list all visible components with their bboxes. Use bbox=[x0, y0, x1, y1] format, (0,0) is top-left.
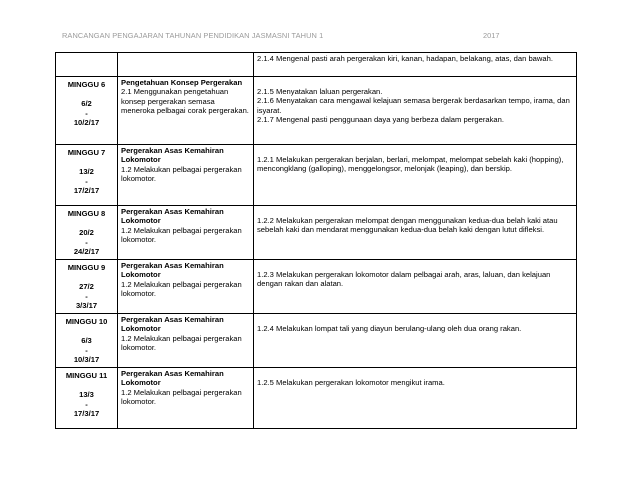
table-row bbox=[56, 206, 577, 260]
week-label: MINGGU 8 bbox=[67, 209, 106, 218]
learning-standard: 1.2.1 Melakukan pergerakan berjalan, berlari, melompat, melompat sebelah kaki (hopping), mencongklang (galloping), menggelongsor, melonjak (leaping), dan berskip. bbox=[257, 155, 564, 174]
learning-standard: 1.2.3 Melakukan pergerakan lokomotor dalam pelbagai arah, aras, laluan, dan kelajuan dengan rakan dan alatan. bbox=[257, 270, 551, 289]
table-row bbox=[56, 53, 577, 77]
learning-standard: 1.2.2 Melakukan pergerakan melompat dengan menggunakan kedua-dua belah kaki atau sebelah kaki dan mendarat menggunakan kedua-dua belah kaki dengan lutut difleksi. bbox=[257, 216, 558, 235]
learning-standard: 1.2.4 Melakukan lompat tali yang diayun berulang-ulang oleh dua orang rakan. bbox=[257, 324, 522, 333]
topic-skill: 1.2 Melakukan pelbagai pergerakan lokomotor. bbox=[121, 164, 242, 183]
topic-title: Pergerakan Asas Kemahiran Lokomotor bbox=[121, 146, 224, 165]
week-cell bbox=[56, 77, 118, 145]
date-end: 17/2/17 bbox=[73, 185, 100, 195]
topic-skill: 1.2 Melakukan pelbagai pergerakan lokomotor. bbox=[121, 333, 242, 352]
topic-cell bbox=[118, 53, 254, 77]
document-title: RANCANGAN PENGAJARAN TAHUNAN PENDIDIKAN JASMASNI TAHUN 1 bbox=[62, 31, 324, 40]
date-start: 6/3 bbox=[81, 336, 92, 346]
topic-skill: 1.2 Melakukan pelbagai pergerakan lokomotor. bbox=[121, 225, 242, 244]
standard-cell bbox=[254, 206, 577, 260]
date-end: 3/3/17 bbox=[75, 300, 98, 310]
standard-cell bbox=[254, 77, 577, 145]
week-cell bbox=[56, 368, 118, 429]
learning-standard: 1.2.5 Melakukan pergerakan lokomotor mengikut irama. bbox=[257, 378, 445, 387]
topic-skill: 2.1 Menggunakan pengetahuan konsep pergerakan semasa meneroka pelbagai corak pergerakan. bbox=[121, 87, 249, 115]
table-row bbox=[56, 145, 577, 206]
week-label: MINGGU 10 bbox=[65, 317, 108, 326]
table-row bbox=[56, 368, 577, 429]
topic-skill: 1.2 Melakukan pelbagai pergerakan lokomotor. bbox=[121, 387, 242, 406]
topic-cell bbox=[118, 368, 254, 429]
learning-standard: 2.1.7 Mengenal pasti penggunaan daya yang berbeza dalam pergerakan. bbox=[257, 114, 504, 124]
week-label: MINGGU 7 bbox=[67, 148, 106, 157]
topic-title: Pergerakan Asas Kemahiran Lokomotor bbox=[121, 369, 224, 388]
date-end: 10/3/17 bbox=[73, 354, 100, 364]
learning-standard: 2.1.4 Mengenal pasti arah pergerakan kiri, kanan, hadapan, belakang, atas, dan bawah. bbox=[257, 54, 553, 63]
date-separator: - bbox=[85, 399, 88, 409]
topic-title: Pengetahuan Konsep Pergerakan bbox=[121, 78, 243, 87]
week-label: MINGGU 11 bbox=[65, 371, 108, 380]
date-separator: - bbox=[85, 291, 88, 301]
standard-cell bbox=[254, 314, 577, 368]
topic-cell bbox=[118, 77, 254, 145]
topic-title: Pergerakan Asas Kemahiran Lokomotor bbox=[121, 261, 224, 280]
learning-standard: 2.1.6 Menyatakan cara mengawal kelajuan semasa bergerak berdasarkan tempo, irama, dan isyarat. bbox=[257, 96, 570, 115]
date-separator: - bbox=[85, 108, 88, 118]
table-row bbox=[56, 260, 577, 314]
date-separator: - bbox=[85, 345, 88, 355]
table-row bbox=[56, 77, 577, 145]
date-start: 6/2 bbox=[81, 99, 92, 109]
table-row bbox=[56, 314, 577, 368]
date-start: 13/3 bbox=[79, 390, 94, 400]
topic-cell bbox=[118, 206, 254, 260]
topic-cell bbox=[118, 314, 254, 368]
date-start: 20/2 bbox=[79, 228, 94, 238]
date-separator: - bbox=[85, 176, 88, 186]
lesson-plan-table bbox=[55, 52, 577, 429]
week-label: MINGGU 6 bbox=[67, 80, 106, 89]
date-end: 17/3/17 bbox=[73, 408, 100, 418]
week-cell bbox=[56, 145, 118, 206]
learning-standard: 2.1.5 Menyatakan laluan pergerakan. bbox=[257, 87, 383, 96]
date-end: 24/2/17 bbox=[73, 246, 100, 256]
week-cell bbox=[56, 53, 118, 77]
topic-title: Pergerakan Asas Kemahiran Lokomotor bbox=[121, 207, 224, 226]
document-year: 2017 bbox=[483, 31, 500, 40]
week-label: MINGGU 9 bbox=[67, 263, 106, 272]
topic-title: Pergerakan Asas Kemahiran Lokomotor bbox=[121, 315, 224, 334]
standard-cell bbox=[254, 260, 577, 314]
topic-cell bbox=[118, 260, 254, 314]
week-cell bbox=[56, 206, 118, 260]
date-separator: - bbox=[85, 237, 88, 247]
page-header bbox=[62, 31, 582, 43]
week-cell bbox=[56, 260, 118, 314]
week-cell bbox=[56, 314, 118, 368]
standard-cell bbox=[254, 53, 577, 77]
topic-cell bbox=[118, 145, 254, 206]
date-start: 13/2 bbox=[79, 167, 94, 177]
standard-cell bbox=[254, 145, 577, 206]
standard-cell bbox=[254, 368, 577, 429]
date-end: 10/2/17 bbox=[73, 117, 100, 127]
date-start: 27/2 bbox=[79, 282, 94, 292]
topic-skill: 1.2 Melakukan pelbagai pergerakan lokomotor. bbox=[121, 279, 242, 298]
